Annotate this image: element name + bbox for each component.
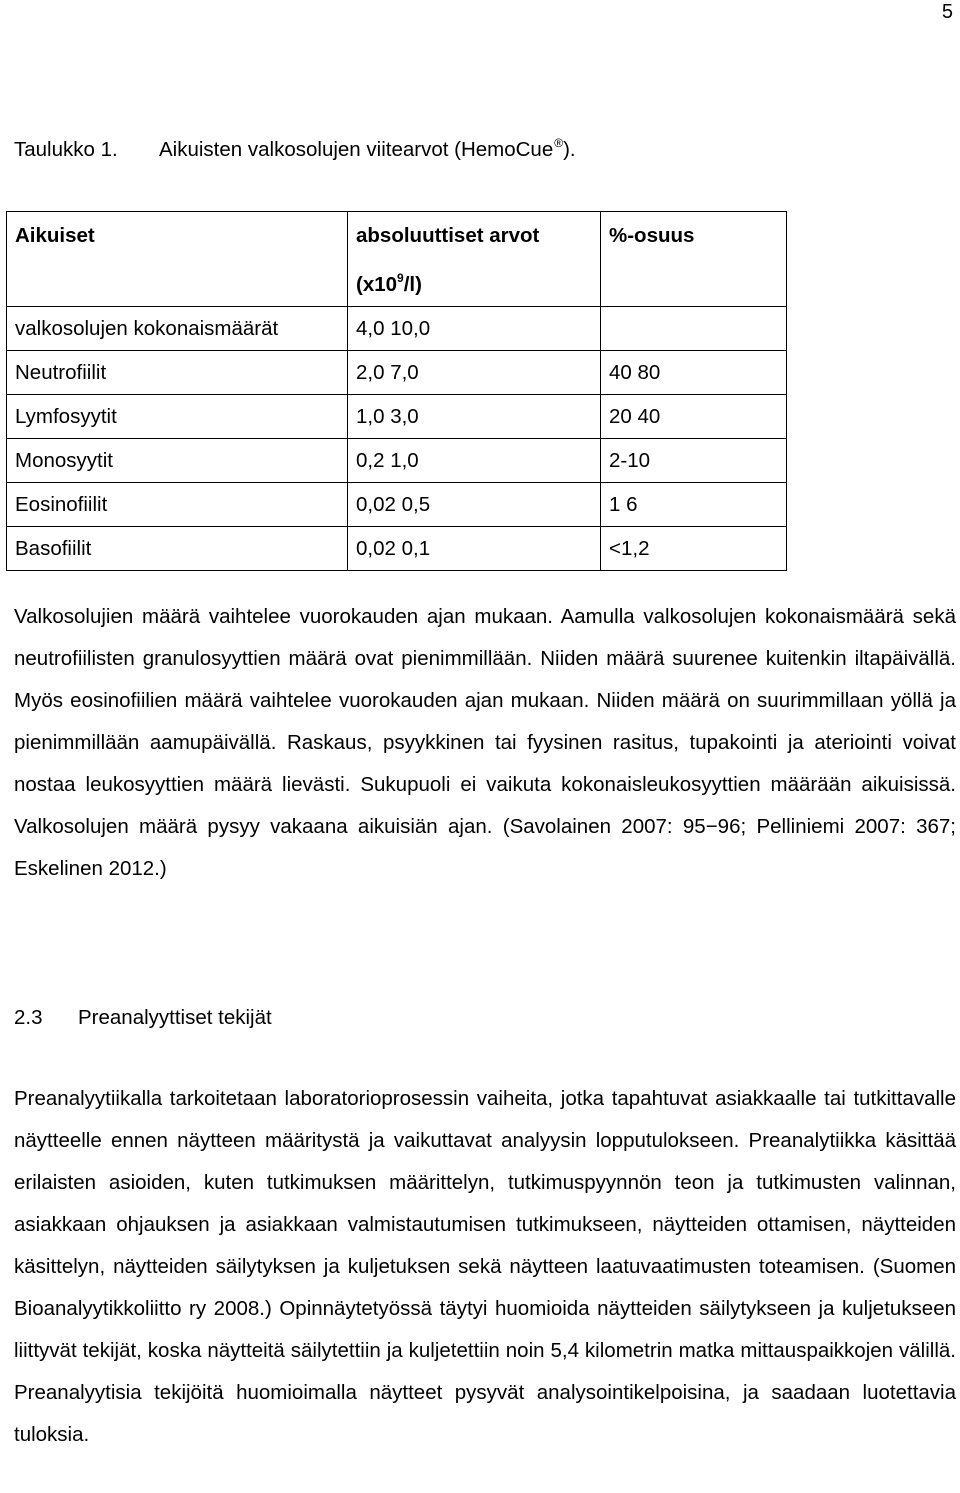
registered-mark: ® [554, 136, 564, 150]
table-cell-name: Monosyytit [7, 439, 348, 483]
table-cell-absolute: 1,0 3,0 [348, 395, 601, 439]
header-adults: Aikuiset [7, 212, 348, 307]
caption-text: Aikuisten valkosolujen viitearvot (HemoCue [159, 138, 554, 161]
table-cell-name: Neutrofiilit [7, 351, 348, 395]
paragraph-preanalytics: Preanalyytiikalla tarkoitetaan laboratorioprosessin vaiheita, jotka tapahtuvat asiakkaalle tai tutkittavalle näytteelle ennen näytteen määritystä ja vaikuttavat analyysin lopputulokseen. Preanalytiikka käsittää erilaisten asioiden, kuten tutkimuksen määrittelyn, tutkimuspyynnön teon ja tutkimusten valinnan, asiakkaan ohjauksen ja asiakkaan valmistautumisen tutkimukseen, näytteiden ottamisen, näytteiden käsittelyn, näytteiden säilytyksen ja kuljetuksen sekä näytteen laatuvaatimusten toteamisen. (Suomen Bioanalyytikkoliitto ry 2008.) Opinnäytetyössä täytyi huomioida näytteiden säilytykseen ja kuljetukseen liittyvät tekijät, koska näytteitä säilytettiin ja kuljetettiin noin 5,4 kilometrin matka mittauspaikkojen välillä. Preanalyytisia tekijöitä huomioimalla näytteet pysyvät analysointikelpoisina, ja saadaan luotettavia tuloksia. [14, 1087, 956, 1446]
section-heading [14, 997, 272, 1039]
table-cell-absolute: 0,02 0,1 [348, 527, 601, 571]
table-cell-percent: 2-10 [601, 439, 787, 483]
table-cell-absolute: 0,02 0,5 [348, 483, 601, 527]
caption-text-end: ). [563, 138, 576, 161]
table-cell-name: Basofiilit [7, 527, 348, 571]
caption-label: Taulukko 1. [14, 138, 118, 161]
table-row [7, 307, 787, 351]
table-cell-absolute: 0,2 1,0 [348, 439, 601, 483]
table-row [7, 483, 787, 527]
section-number: 2.3 [14, 1006, 43, 1029]
table-cell-percent: 1 6 [601, 483, 787, 527]
table-cell-name: Eosinofiilit [7, 483, 348, 527]
table-caption [14, 130, 576, 163]
table-row [7, 527, 787, 571]
table-cell-percent: <1,2 [601, 527, 787, 571]
table-body [7, 307, 787, 571]
table-row [7, 439, 787, 483]
table-cell-percent: 40 80 [601, 351, 787, 395]
table-cell-absolute: 2,0 7,0 [348, 351, 601, 395]
table-row [7, 351, 787, 395]
header-absolute-line2: $(x10^9/l)$ [356, 271, 422, 296]
header-absolute-values [348, 212, 601, 307]
reference-values-table [6, 211, 787, 571]
header-percent: %-osuus [601, 212, 787, 307]
table-cell-absolute: 4,0 10,0 [348, 307, 601, 351]
table-header-row [7, 212, 787, 307]
paragraph-leukocyte-variation: Valkosolujien määrä vaihtelee vuorokauden ajan mukaan. Aamulla valkosolujen kokonaismäärä sekä neutrofiilisten granulosyyttien määrä ovat pienimmillään. Niiden määrä suurenee kuitenkin iltapäivällä. Myös eosinofiilien määrä vaihtelee vuorokauden ajan mukaan. Niiden määrä on suurimmillaan yöllä ja pienimmillään aamupäivällä. Raskaus, psyykkinen tai fyysinen rasitus, tupakointi ja ateriointi voivat nostaa leukosyyttien määrä lievästi. Sukupuoli ei vaikuta kokonaisleukosyyttien määrään aikuisissä. Valkosolujen määrä pysyy vakaana aikuisiän ajan. (Savolainen 2007: 95−96; Pelliniemi 2007: 367; Eskelinen 2012.) [14, 605, 956, 880]
table-cell-name: valkosolujen kokonaismäärät [7, 307, 348, 351]
table-cell-percent: 20 40 [601, 395, 787, 439]
table-row [7, 395, 787, 439]
table-cell-name: Lymfosyytit [7, 395, 348, 439]
header-absolute-line1: absoluuttiset arvot [356, 224, 540, 247]
page-number: 5 [941, 1, 953, 23]
section-title: Preanalyyttiset tekijät [78, 1006, 272, 1029]
table-cell-percent [601, 307, 787, 351]
